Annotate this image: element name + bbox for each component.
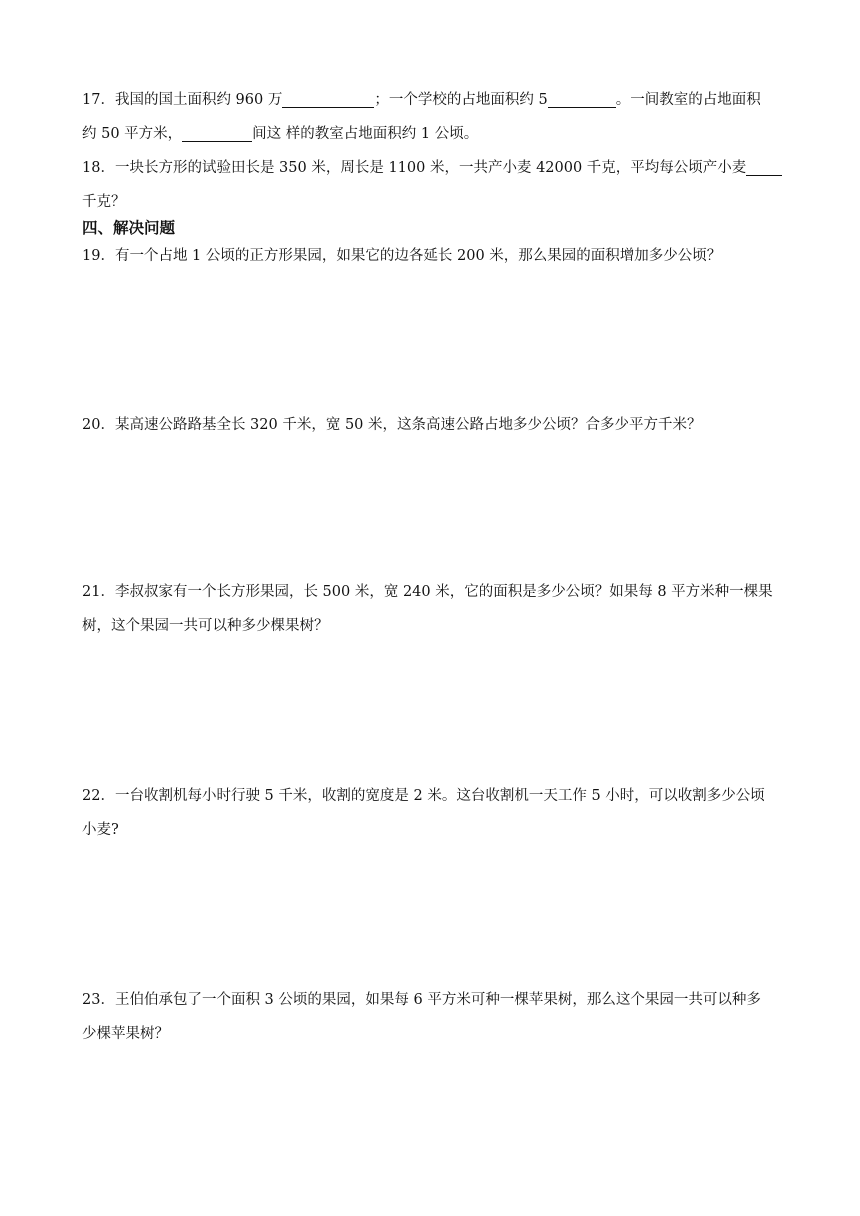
question-21: [82, 575, 812, 643]
q17-text-part4: 约 50 平方米，: [82, 126, 183, 142]
q17-text-part1: 17．我国的国土面积约 960 万: [82, 92, 283, 108]
question-17: [82, 83, 812, 151]
q21-text-line1: 21．李叔叔家有一个长方形果园，长 500 米，宽 240 米，它的面积是多少公顷？如果每 8 平方米种一棵果: [82, 584, 773, 600]
q17-text-part3: 。一间教室的占地面积: [615, 92, 761, 108]
q17-answer-blank-1[interactable]: [282, 87, 374, 108]
question-20: [82, 408, 812, 442]
q22-text-line1: 22．一台收割机每小时行驶 5 千米，收割的宽度是 2 米。这台收割机一天工作 5 小时，可以收割多少公顷: [82, 788, 765, 804]
section-heading: 四、解决问题: [82, 219, 176, 237]
q17-answer-blank-3[interactable]: [182, 121, 252, 142]
q19-text: 19．有一个占地 1 公顷的正方形果园，如果它的边各延长 200 米，那么果园的面积增加多少公顷？: [82, 248, 722, 264]
q21-text-line2: 树，这个果园一共可以种多少棵果树？: [82, 618, 329, 634]
question-22: [82, 779, 812, 847]
q17-answer-blank-2[interactable]: [548, 87, 616, 108]
q17-text-part2: ；一个学校的占地面积约 5: [374, 92, 548, 108]
q18-answer-blank[interactable]: [746, 155, 782, 176]
question-23: [82, 983, 812, 1051]
q17-text-part5: 间这 样的教室占地面积约 1 公顷。: [252, 126, 479, 142]
q23-text-line2: 少棵苹果树？: [82, 1026, 169, 1042]
q23-text-line1: 23．王伯伯承包了一个面积 3 公顷的果园，如果每 6 平方米可种一棵苹果树，那么这个果园一共可以种多: [82, 992, 761, 1008]
q20-text: 20．某高速公路路基全长 320 千米，宽 50 米，这条高速公路占地多少公顷？合多少平方千米？: [82, 417, 702, 433]
q22-text-line2: 小麦?: [82, 822, 119, 838]
question-19: [82, 239, 812, 273]
q18-text-line2: 千克？: [82, 194, 126, 210]
question-18: [82, 151, 812, 219]
q18-text-line1: 18．一块长方形的试验田长是 350 米，周长是 1100 米，一共产小麦 42000 千克，平均每公顷产小麦: [82, 160, 747, 176]
